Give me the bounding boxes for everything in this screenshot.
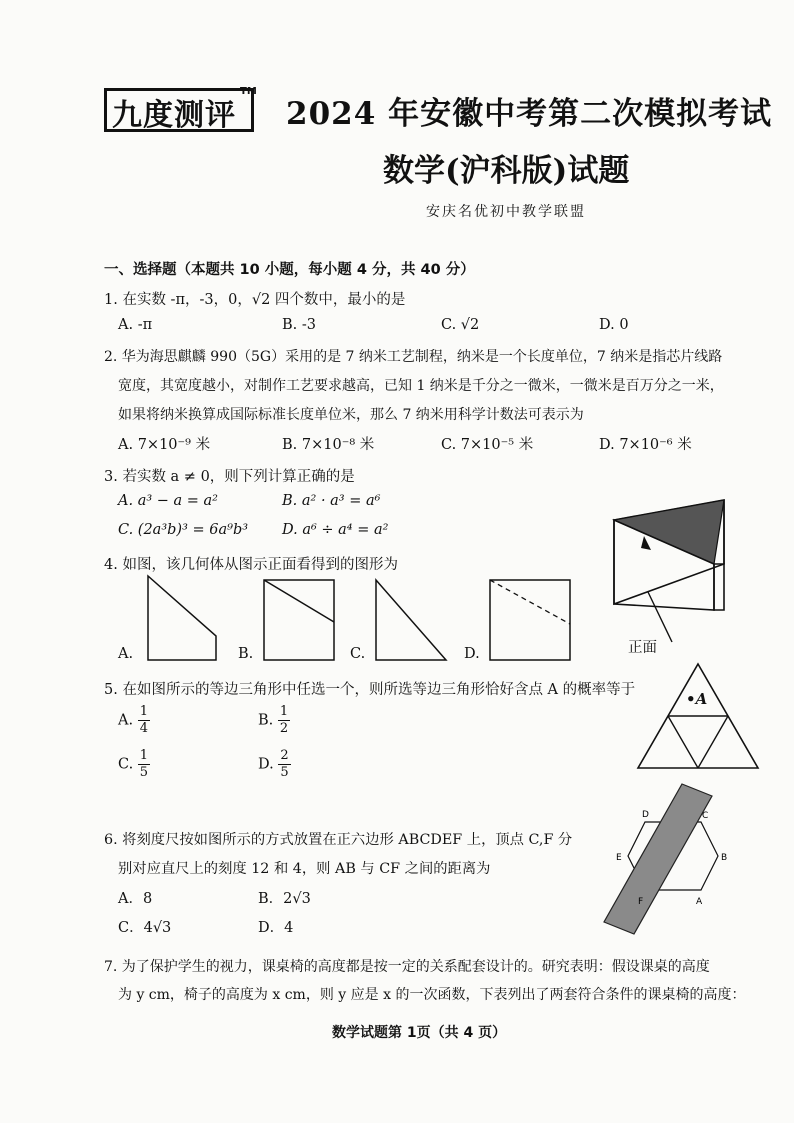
q3-option-a: A. a³ − a = a² bbox=[118, 493, 218, 509]
q5-option-d-num: 2 bbox=[280, 748, 289, 763]
q1-option-d: D. 0 bbox=[599, 317, 629, 333]
q1-text: 1. 在实数 -π，-3，0，√2 四个数中，最小的是 bbox=[104, 292, 406, 308]
q5-option-b-label: B. bbox=[258, 712, 274, 729]
hexagon-ruler-figure bbox=[608, 782, 768, 942]
q6-line1: 6. 将刻度尺按如图所示的方式放置在正六边形 ABCDEF 上，顶点 C,F 分 bbox=[104, 832, 573, 848]
vertex-a: A bbox=[696, 897, 703, 907]
q1-option-a: A. -π bbox=[118, 317, 153, 333]
q4-figure-b bbox=[262, 578, 336, 662]
vertex-d: D bbox=[642, 810, 649, 820]
trademark: TM bbox=[240, 86, 257, 97]
q6-option-c: C．4√3 bbox=[118, 920, 172, 936]
q2-option-b: B. 7×10⁻⁸ 米 bbox=[282, 437, 375, 453]
q5-option-c-label: C. bbox=[118, 756, 134, 773]
exam-subtitle: 数学(沪科版)试题 bbox=[383, 153, 630, 189]
q5-option-d bbox=[258, 748, 291, 781]
vertex-f: F bbox=[638, 897, 644, 907]
q4-figure-a bbox=[146, 574, 218, 662]
q5-option-b-den: 2 bbox=[279, 721, 289, 736]
q5-option-c-den: 5 bbox=[139, 765, 149, 780]
q2-option-d: D. 7×10⁻⁶ 米 bbox=[599, 437, 692, 453]
vertex-b: B bbox=[721, 853, 728, 863]
front-arrow bbox=[648, 592, 672, 642]
q2-line2: 宽度，其宽度越小，对制作工艺要求越高，已知 1 纳米是千分之一微米，一微米是百万分之一米， bbox=[118, 378, 724, 394]
organizer: 安庆名优初中教学联盟 bbox=[426, 204, 586, 220]
triangle-figure bbox=[636, 662, 760, 772]
q4-text: 4. 如图，该几何体从图示正面看得到的图形为 bbox=[104, 557, 398, 573]
q5-option-c-fraction bbox=[138, 748, 150, 781]
q4-label-d: D. bbox=[464, 646, 480, 662]
q5-text: 5. 在如图所示的等边三角形中任选一个，则所选等边三角形恰好含点 A 的概率等于 bbox=[104, 682, 636, 698]
q2-line1: 2. 华为海思麒麟 990（5G）采用的是 7 纳米工艺制程，纳米是一个长度单位，7 纳米是指芯片线路 bbox=[104, 349, 723, 365]
q3-text: 3. 若实数 a ≠ 0，则下列计算正确的是 bbox=[104, 469, 355, 485]
q5-option-d-label: D. bbox=[258, 756, 274, 773]
vertex-e: E bbox=[616, 853, 622, 863]
q2-line3: 如果将纳米换算成国际标准长度单位米，那么 7 纳米用科学计数法可表示为 bbox=[118, 407, 584, 423]
q6-option-b: B．2√3 bbox=[258, 891, 311, 907]
q3-option-c: C. (2a³b)³ = 6a⁹b³ bbox=[118, 522, 249, 538]
q4-figure-d bbox=[488, 578, 572, 662]
q5-option-a-fraction bbox=[138, 704, 150, 737]
q5-option-d-den: 5 bbox=[280, 765, 289, 780]
q3-option-b: B. a² · a³ = a⁶ bbox=[282, 493, 381, 509]
q4-label-c: C. bbox=[350, 646, 366, 662]
q5-option-d-fraction bbox=[278, 748, 290, 781]
q2-option-c: C. 7×10⁻⁵ 米 bbox=[441, 437, 534, 453]
q7-line2: 为 y cm，椅子的高度为 x cm，则 y 应是 x 的一次函数，下表列出了两套符合条件的课桌椅的高度： bbox=[118, 987, 746, 1003]
q3-option-d: D. a⁶ ÷ a⁴ = a² bbox=[282, 522, 389, 538]
q5-option-a-num: 1 bbox=[139, 704, 148, 719]
q6-option-d: D．4 bbox=[258, 920, 294, 936]
point-a-label: •A bbox=[686, 690, 708, 708]
logo-text: 九度测评 bbox=[112, 98, 236, 133]
solid-side-face bbox=[714, 564, 724, 610]
q6-line2: 别对应直尺上的刻度 12 和 4，则 AB 与 CF 之间的距离为 bbox=[118, 861, 491, 877]
q6-option-a: A．8 bbox=[118, 891, 153, 907]
q5-option-a-den: 4 bbox=[139, 721, 148, 736]
q7-line1: 7. 为了保护学生的视力，课桌椅的高度都是按一定的关系配套设计的。研究表明：假设课桌的高度 bbox=[104, 959, 710, 975]
exam-title: 2024 年安徽中考第二次模拟考试 bbox=[286, 96, 773, 132]
q5-option-b-num: 1 bbox=[279, 704, 289, 719]
q4-figure-c bbox=[374, 578, 450, 662]
front-label: 正面 bbox=[628, 640, 657, 656]
q5-option-c-num: 1 bbox=[139, 748, 149, 763]
q4-label-b: B. bbox=[238, 646, 254, 662]
q5-option-a bbox=[118, 704, 150, 737]
shaded-triangle-face bbox=[614, 500, 724, 564]
q5-option-a-label: A. bbox=[118, 712, 134, 729]
page-footer: 数学试题第 1页（共 4 页） bbox=[332, 1025, 507, 1041]
q1-option-c: C. √2 bbox=[441, 317, 480, 333]
q1-option-b: B. -3 bbox=[282, 317, 316, 333]
q4-label-a: A. bbox=[118, 646, 134, 662]
q2-option-a: A. 7×10⁻⁹ 米 bbox=[118, 437, 211, 453]
vertex-c: C bbox=[702, 811, 709, 821]
section-heading: 一、选择题（本题共 10 小题，每小题 4 分，共 40 分） bbox=[104, 262, 475, 278]
q5-option-c bbox=[118, 748, 150, 781]
q5-option-b bbox=[258, 704, 290, 737]
q5-option-b-fraction bbox=[278, 704, 290, 737]
